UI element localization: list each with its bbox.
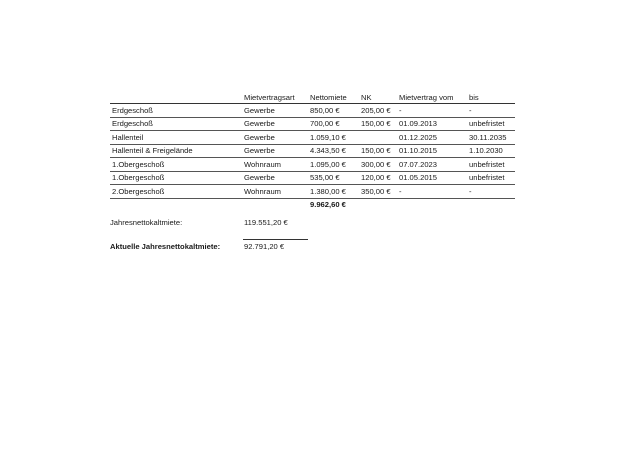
table-row — [110, 117, 515, 131]
header-service-charges: NK — [359, 91, 397, 104]
cell-contract-from: - — [397, 104, 467, 118]
cell-net-rent: 1.059,10 € — [308, 131, 359, 145]
cell-floor: 2.Obergeschoß — [110, 185, 242, 199]
cell-contract-to: 1.10.2030 — [467, 144, 515, 158]
cell-service-charges — [359, 131, 397, 145]
cell-service-charges: 150,00 € — [359, 117, 397, 131]
total-net-rent: 9.962,60 € — [310, 200, 346, 210]
cell-service-charges: 300,00 € — [359, 158, 397, 172]
cell-service-charges: 350,00 € — [359, 185, 397, 199]
annual-rent-label: Jahresnettokaltmiete: — [110, 218, 183, 227]
summary-divider — [243, 239, 308, 240]
cell-net-rent: 1.380,00 € — [308, 185, 359, 199]
cell-floor: Erdgeschoß — [110, 117, 242, 131]
cell-net-rent: 850,00 € — [308, 104, 359, 118]
cell-floor: Hallenteil & Freigelände — [110, 144, 242, 158]
annual-rent-value: 119.551,20 € — [244, 218, 288, 227]
cell-service-charges: 120,00 € — [359, 171, 397, 185]
total-row — [110, 198, 515, 211]
cell-contract-type: Wohnraum — [242, 185, 308, 199]
cell-net-rent: 1.095,00 € — [308, 158, 359, 172]
cell-contract-to: unbefristet — [467, 171, 515, 185]
table-row — [110, 131, 515, 145]
cell-contract-to: unbefristet — [467, 117, 515, 131]
header-contract-to: bis — [467, 91, 515, 104]
cell-contract-type: Wohnraum — [242, 158, 308, 172]
cell-service-charges: 205,00 € — [359, 104, 397, 118]
table-row — [110, 171, 515, 185]
header-contract-from: Mietvertrag vom — [397, 91, 467, 104]
cell-contract-from: 01.12.2025 — [397, 131, 467, 145]
cell-contract-from: - — [397, 185, 467, 199]
cell-service-charges: 150,00 € — [359, 144, 397, 158]
cell-floor: Erdgeschoß — [110, 104, 242, 118]
cell-contract-type: Gewerbe — [242, 144, 308, 158]
cell-net-rent: 4.343,50 € — [308, 144, 359, 158]
cell-floor: Hallenteil — [110, 131, 242, 145]
cell-contract-from: 07.07.2023 — [397, 158, 467, 172]
header-floor — [110, 91, 242, 104]
cell-net-rent: 535,00 € — [308, 171, 359, 185]
cell-contract-type: Gewerbe — [242, 117, 308, 131]
cell-contract-type: Gewerbe — [242, 131, 308, 145]
table-header-row — [110, 91, 515, 104]
cell-contract-to: - — [467, 185, 515, 199]
table-row — [110, 158, 515, 172]
table-row — [110, 104, 515, 118]
rent-table — [110, 91, 515, 211]
cell-net-rent: 700,00 € — [308, 117, 359, 131]
cell-contract-to: unbefristet — [467, 158, 515, 172]
cell-floor: 1.Obergeschoß — [110, 158, 242, 172]
table-row — [110, 144, 515, 158]
current-annual-rent-value: 92.791,20 € — [244, 242, 285, 251]
cell-contract-from: 01.05.2015 — [397, 171, 467, 185]
header-contract-type: Mietvertragsart — [242, 91, 308, 104]
header-net-rent: Nettomiete — [308, 91, 359, 104]
cell-contract-type: Gewerbe — [242, 171, 308, 185]
table-row — [110, 185, 515, 199]
cell-floor: 1.Obergeschoß — [110, 171, 242, 185]
current-annual-rent-label: Aktuelle Jahresnettokaltmiete: — [110, 242, 221, 251]
cell-contract-to: 30.11.2035 — [467, 131, 515, 145]
cell-contract-type: Gewerbe — [242, 104, 308, 118]
cell-contract-from: 01.10.2015 — [397, 144, 467, 158]
cell-contract-to: - — [467, 104, 515, 118]
cell-contract-from: 01.09.2013 — [397, 117, 467, 131]
